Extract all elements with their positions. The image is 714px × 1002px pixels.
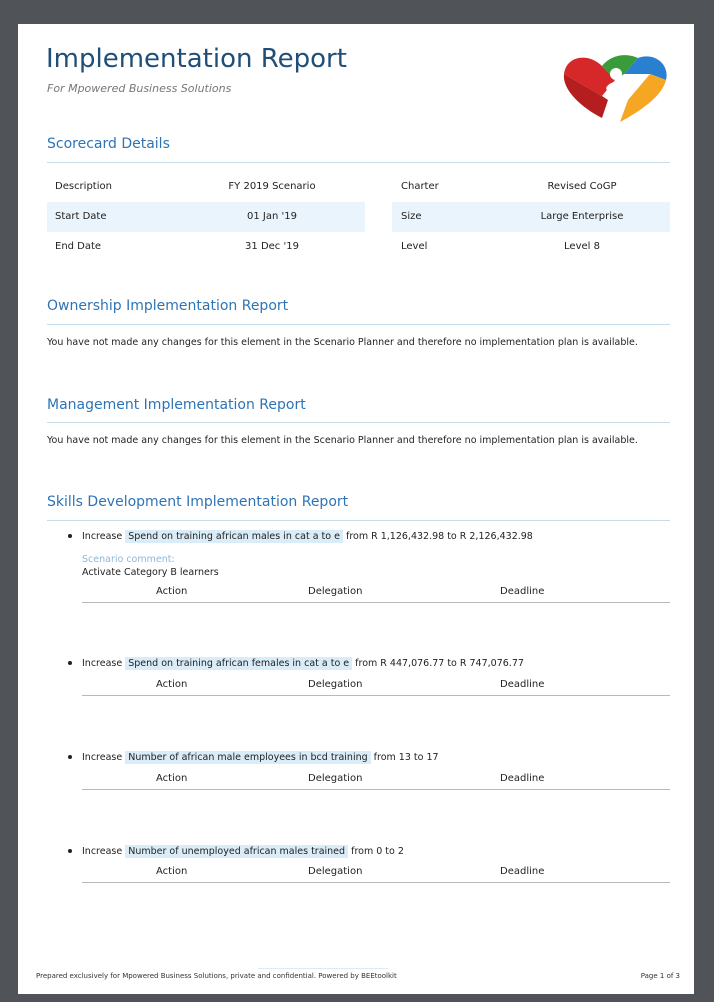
plan-table-header <box>82 866 670 880</box>
delegation-header: Delegation <box>308 586 363 597</box>
list-item <box>68 529 668 545</box>
item-verb: Increase <box>82 752 123 763</box>
management-text: You have not made any changes for this element in the Scenario Planner and therefore no implementation plan is available. <box>47 435 638 446</box>
report-title: Implementation Report <box>46 44 347 74</box>
divider <box>47 324 670 325</box>
bullet-icon <box>68 534 72 538</box>
item-verb: Increase <box>82 846 123 857</box>
company-logo-icon <box>558 44 672 124</box>
item-metric: Number of african male employees in bcd training <box>125 751 370 764</box>
list-item <box>68 750 668 766</box>
scorecard-heading: Scorecard Details <box>47 136 170 152</box>
plan-table-header <box>82 773 670 787</box>
delegation-header: Delegation <box>308 866 363 877</box>
item-change: from 0 to 2 <box>351 846 404 857</box>
scorecard-value: 01 Jan '19 <box>247 211 297 222</box>
item-verb: Increase <box>82 531 123 542</box>
deadline-header: Deadline <box>500 866 545 877</box>
item-metric: Spend on training african females in cat a to e <box>125 657 352 670</box>
scorecard-label: Charter <box>401 181 439 192</box>
scorecard-row <box>47 172 670 202</box>
scorecard-label: End Date <box>55 241 102 252</box>
scorecard-label: Description <box>55 181 112 192</box>
scorecard-label: Size <box>401 211 422 222</box>
action-header: Action <box>156 866 188 877</box>
scorecard-value: Revised CoGP <box>547 181 617 192</box>
deadline-header: Deadline <box>500 773 545 784</box>
scorecard-value: 31 Dec '19 <box>245 241 299 252</box>
plan-table-header <box>82 586 670 600</box>
list-item <box>68 656 668 672</box>
scorecard-value: Large Enterprise <box>540 211 624 222</box>
table-rule <box>82 882 670 883</box>
skills-heading: Skills Development Implementation Report <box>47 494 349 510</box>
ownership-heading: Ownership Implementation Report <box>47 298 289 314</box>
table-rule <box>82 789 670 790</box>
scorecard-row <box>47 202 670 232</box>
bullet-icon <box>68 755 72 759</box>
action-header: Action <box>156 679 188 690</box>
footer-text: Prepared exclusively for Mpowered Business Solutions, private and confidential. Powered by BEEtoolkit <box>36 972 397 980</box>
table-rule <box>82 602 670 603</box>
action-header: Action <box>156 773 188 784</box>
item-verb: Increase <box>82 658 123 669</box>
deadline-header: Deadline <box>500 586 545 597</box>
management-heading: Management Implementation Report <box>47 397 306 413</box>
scorecard-row <box>47 232 670 262</box>
comment-text: Activate Category B learners <box>82 567 219 578</box>
footer-divider <box>258 968 388 969</box>
ownership-text: You have not made any changes for this element in the Scenario Planner and therefore no implementation plan is available. <box>47 337 638 348</box>
item-change: from 13 to 17 <box>373 752 439 763</box>
divider <box>47 422 670 423</box>
report-subtitle: For Mpowered Business Solutions <box>47 82 232 95</box>
action-header: Action <box>156 586 188 597</box>
scorecard-label: Level <box>401 241 428 252</box>
deadline-header: Deadline <box>500 679 545 690</box>
comment-label: Scenario comment: <box>82 554 175 565</box>
item-change: from R 1,126,432.98 to R 2,126,432.98 <box>345 531 533 542</box>
bullet-icon <box>68 661 72 665</box>
report-page <box>18 24 694 994</box>
page-number: Page 1 of 3 <box>640 972 680 980</box>
item-change: from R 447,076.77 to R 747,076.77 <box>355 658 524 669</box>
delegation-header: Delegation <box>308 773 363 784</box>
list-item <box>68 844 668 860</box>
divider <box>47 520 670 521</box>
item-metric: Spend on training african males in cat a to e <box>125 530 343 543</box>
scorecard-label: Start Date <box>55 211 107 222</box>
item-metric: Number of unemployed african males trained <box>125 845 348 858</box>
table-rule <box>82 695 670 696</box>
divider <box>47 162 670 163</box>
delegation-header: Delegation <box>308 679 363 690</box>
scorecard-value: FY 2019 Scenario <box>228 181 316 192</box>
bullet-icon <box>68 849 72 853</box>
scorecard-value: Level 8 <box>564 241 600 252</box>
plan-table-header <box>82 679 670 693</box>
